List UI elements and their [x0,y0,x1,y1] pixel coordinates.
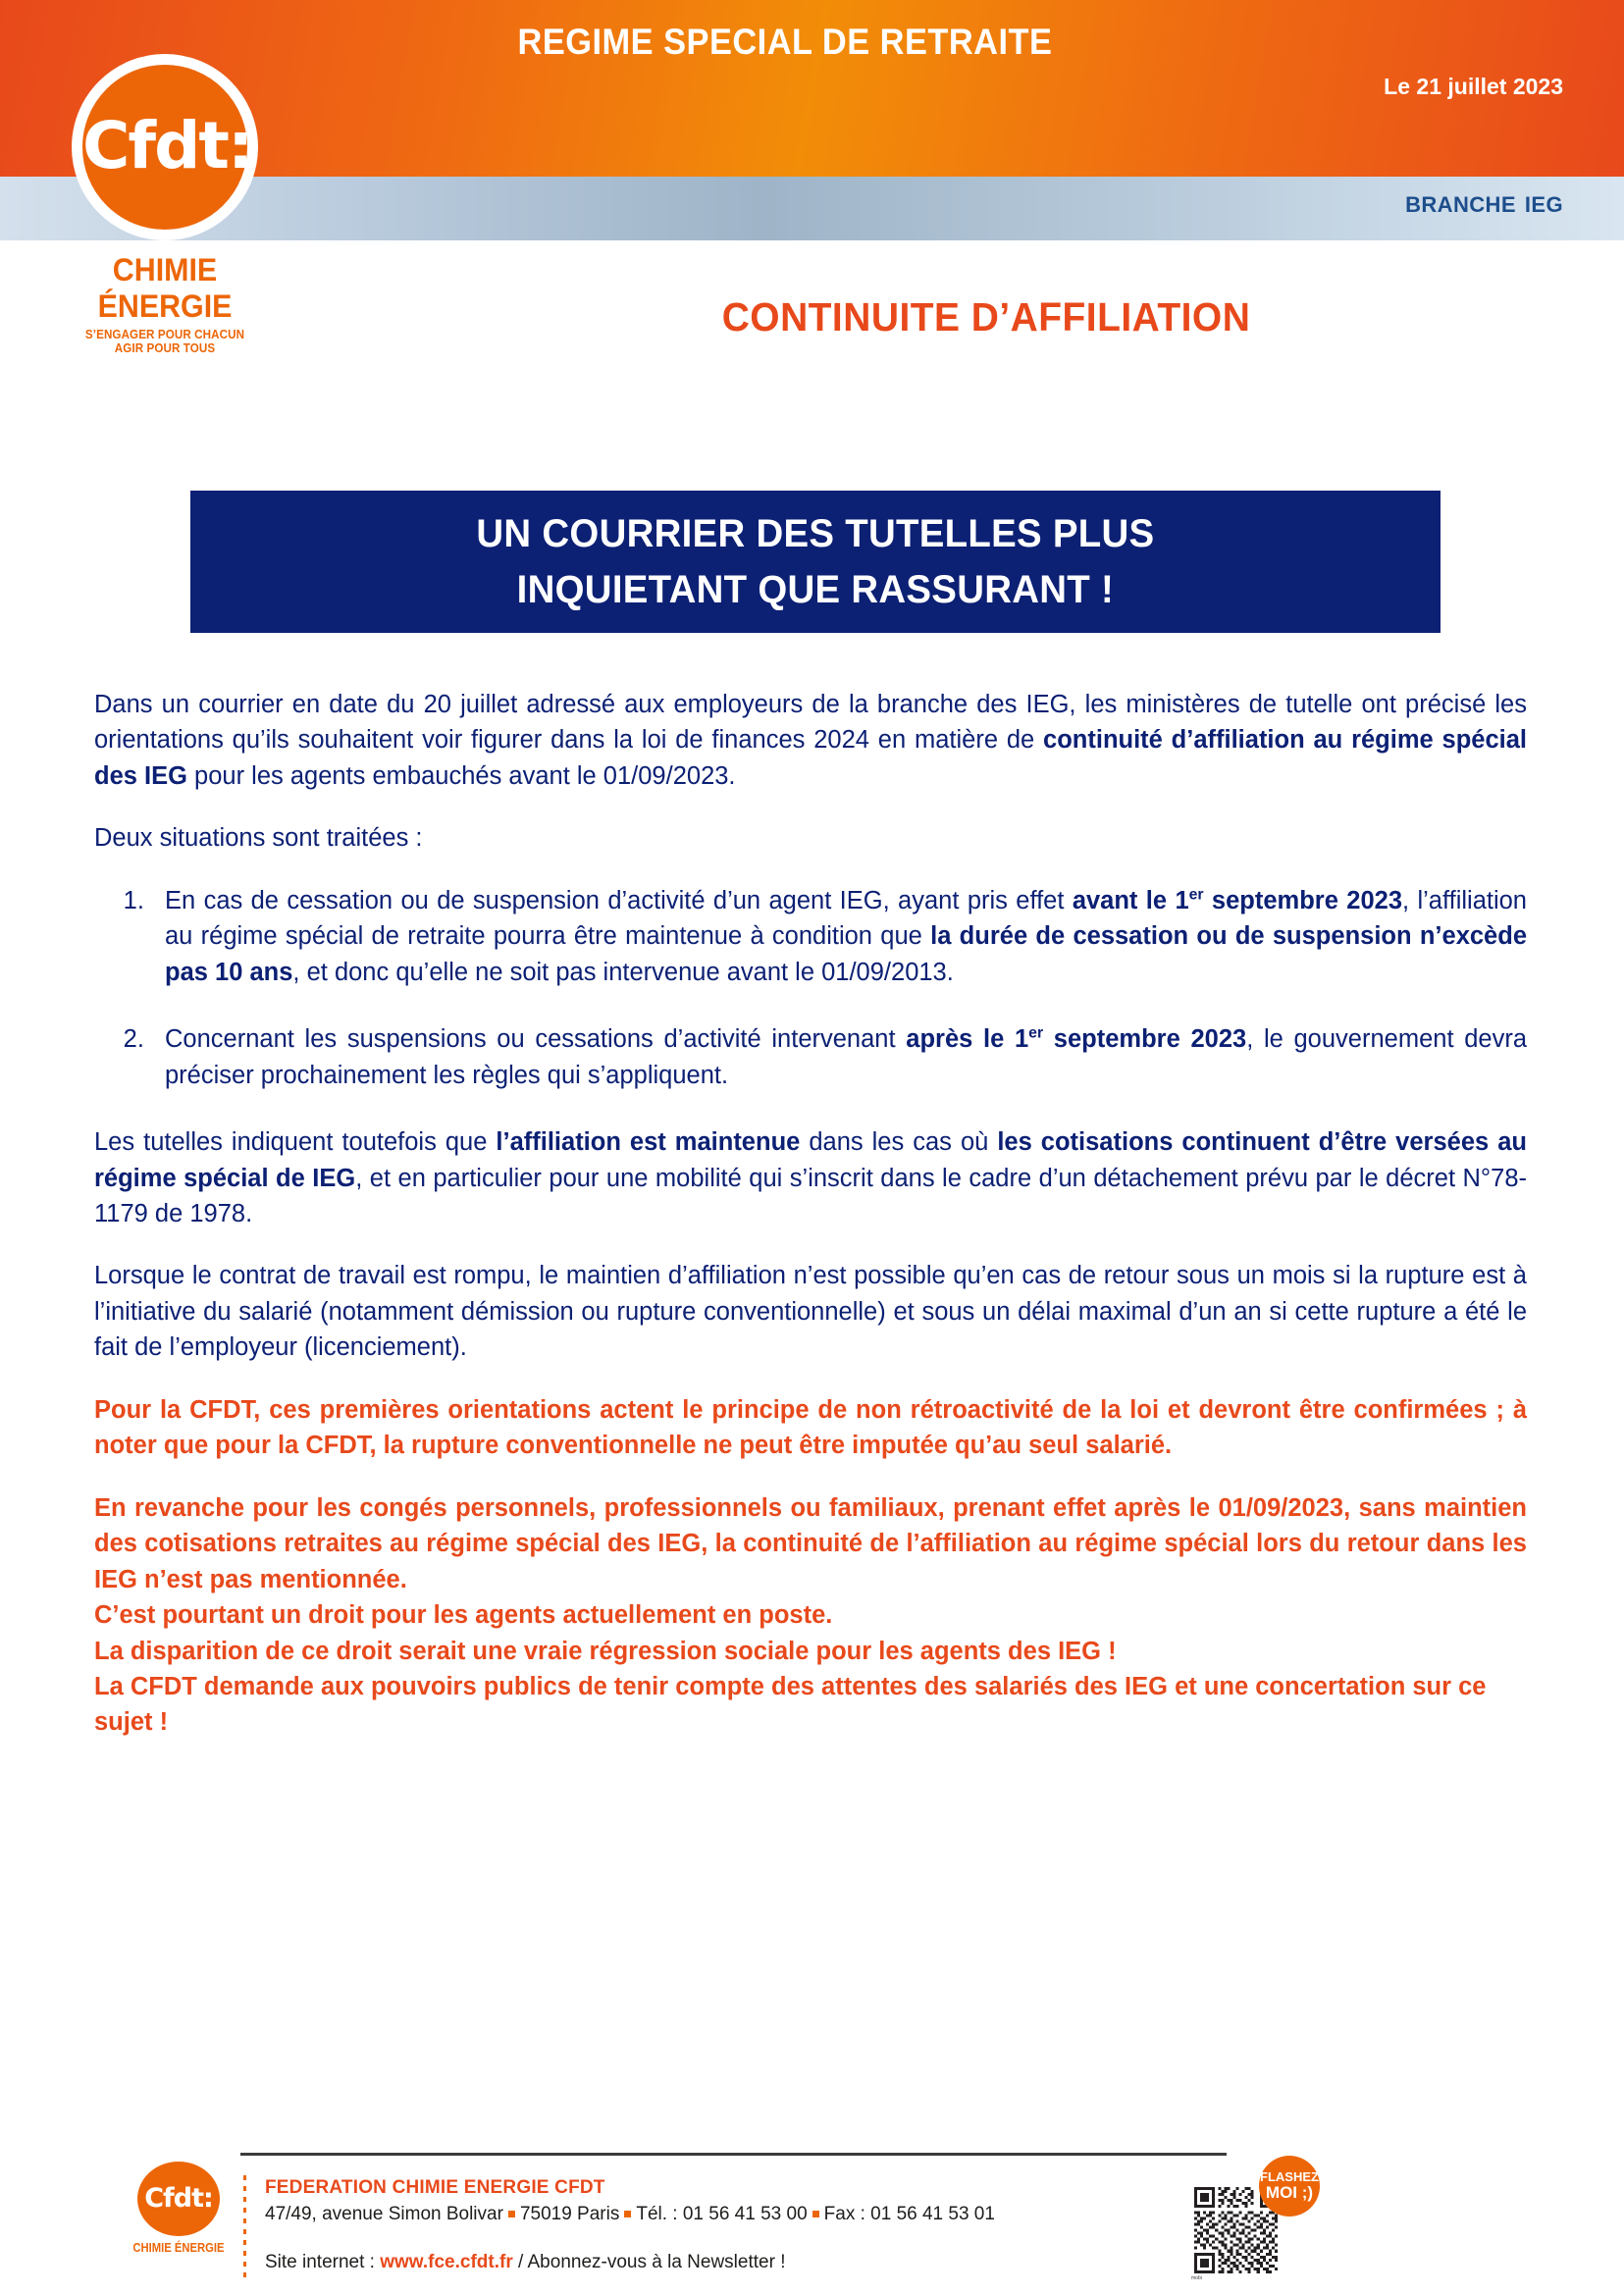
item2-ordinal-sup: er [1028,1024,1044,1042]
footer-contact-block [265,2175,995,2276]
bullet-square-icon [812,2211,819,2217]
header-title: REGIME SPECIAL DE RETRAITE [517,22,1053,62]
p6-text-a: En revanche pour les congés personnels, professionnels ou familiaux, prenant effet après le 01/09/2023, sans maintien des cotisations retraites au régime spécial des IEG, la continuité de l’affiliation au régime spécial lors du retour dans les IEG n’est pas mentionnée. [94,1493,1527,1593]
headline-banner [190,491,1441,633]
paragraph-rupture: Lorsque le contrat de travail est rompu, le maintien d’affiliation n’est possible qu’en cas de retour sous un mois si la rupture est à l’initiative du salarié (notamment démission ou rupture conventionnelle) et sous un délai maximal d’un an si cette rupture a été le fait de l’employeur (licenciement). [94,1262,1527,1362]
qr-block [1182,2165,1369,2281]
footer-org-name: FEDERATION CHIMIE ENERGIE CFDT [265,2177,605,2198]
footer-address-line [265,2202,995,2228]
document-subject: CONTINUITE D’AFFILIATION [721,294,1251,339]
paragraph-cfdt-demand [94,1490,1527,1741]
cfdt-logo [67,54,263,355]
footer-site-label: Site internet : [265,2251,381,2272]
footer-address: 47/49, avenue Simon Bolivar [265,2203,503,2224]
p3-bold-1: l’affiliation est maintenue [496,1128,801,1157]
item2-text-d: , le gouvernement devra préciser prochainement les règles qui s’appliquent. [165,1025,1528,1089]
item1-text-f: , et donc qu’elle ne soit pas intervenue avant le 01/09/2013. [292,958,954,986]
list-item [151,1021,1527,1093]
p3-text-e: , et en particulier pour une mobilité qui s’inscrit dans le cadre d’un détachement prévu par le décret N°78-1179 de 1978. [94,1164,1527,1227]
headline-line-1: UN COURRIER DES TUTELLES PLUS [476,511,1155,555]
item1-text-a: En cas de cessation ou de suspension d’activité d’un agent IEG, ayant pris effet [165,886,1073,914]
footer-logo-oval [137,2162,220,2236]
footer-site-line [265,2250,995,2276]
footer-fax: Fax : 01 56 41 53 01 [823,2203,995,2224]
p3-text-c: dans les cas où [800,1128,998,1157]
qr-caption: mobi [1191,2275,1202,2281]
item2-bold-1 [906,1025,1246,1053]
intro-text-a: Dans un courrier en date du 20 juillet adressé aux employeurs de la branche des IEG, les ministères de tutelle ont précisé les orientations qu’ils souhaitent voir figurer dans la loi de finances 2024 en matière de [94,691,1527,755]
branch-label: branche ieg [1405,184,1563,219]
bullet-square-icon [624,2211,631,2217]
intro-text-c: pour les agents embauchés avant le 01/09/2023. [186,761,736,790]
flashez-moi-badge [1259,2156,1320,2217]
headline-line-2: INQUIETANT QUE RASSURANT ! [516,567,1115,611]
p3-text-a: Les tutelles indiquent toutefois que [94,1128,497,1157]
item2-bold-1-text: après le 1 [906,1025,1029,1054]
item1-text-d: , l’affiliation au régime spécial de retraite pourra être maintenue à condition que [165,886,1527,951]
flashez-line-2: MOI ;) [1265,2182,1314,2202]
item2-text-a: Concernant les suspensions ou cessations d’activité intervenant [165,1025,907,1054]
paragraph-cfdt-position: Pour la CFDT, ces premières orientations actent le principe de non rétroactivité de la loi et devront être confirmées ; à noter que pour la CFDT, la rupture conventionnelle ne peut être imputée qu’au seul salarié. [94,1395,1527,1460]
item1-bold-2: la durée de cessation ou de suspension n’excède pas 10 ans [165,922,1527,986]
list-item [151,883,1527,990]
paragraph-tutelles [94,1124,1527,1231]
header-date: Le 21 juillet 2023 [1384,74,1563,99]
footer-newsletter-text: / Abonnez-vous à la Newsletter ! [512,2251,786,2272]
p6-line-d: La CFDT demande aux pouvoirs publics de tenir compte des attentes des salariés des IEG et une concertation sur ce sujet ! [94,1672,1487,1737]
flashez-line-1: FLASHEZ [1260,2169,1319,2185]
p3-bold-2: les cotisations continuent d’être versées au régime spécial de IEG [94,1128,1527,1192]
footer-divider-line [240,2153,1227,2156]
footer-logo-wordmark: Cfdt: [144,2182,213,2214]
footer-site-url[interactable]: www.fce.cfdt.fr [380,2251,513,2272]
bullet-square-icon [508,2211,515,2217]
item1-ordinal-sup: er [1188,886,1204,904]
cfdt-logo-circle [72,54,258,240]
item1-bold-1-rest: septembre 2023 [1203,886,1403,914]
footer-phone: Tél. : 01 56 41 53 00 [636,2203,808,2224]
page-footer [0,2134,1624,2295]
paragraph-two-situations: Deux situations sont traitées : [94,824,423,853]
item1-bold-1 [1073,887,1402,914]
footer-city: 75019 Paris [519,2203,620,2224]
federation-tagline: S’ENGAGER POUR CHACUN AGIR POUR TOUS [84,328,245,355]
intro-bold: continuité d’affiliation au régime spécial des IEG [94,726,1527,790]
document-body [94,687,1527,1767]
footer-dotted-divider [243,2175,246,2277]
footer-logo-subtitle: CHIMIE ÉNERGIE [132,2241,225,2255]
p6-line-b: C’est pourtant un droit pour les agents actuellement en poste. [94,1601,833,1630]
footer-cfdt-logo [126,2162,232,2255]
p6-line-c: La disparition de ce droit serait une vraie régression sociale pour les agents des IEG ! [94,1637,1117,1665]
situations-list [94,883,1527,1093]
paragraph-intro [94,687,1527,794]
cfdt-wordmark: Cfdt: [82,107,252,183]
item1-bold-1-text: avant le 1 [1072,886,1189,914]
federation-name: CHIMIE ÉNERGIE [97,252,233,324]
item2-bold-1-rest: septembre 2023 [1043,1025,1247,1054]
